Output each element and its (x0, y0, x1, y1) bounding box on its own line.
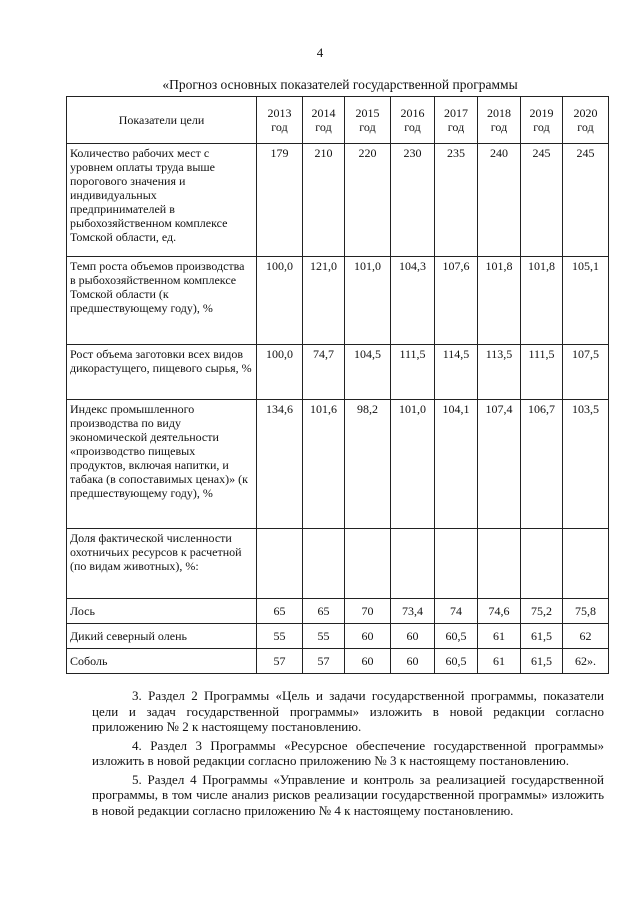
table-cell: 100,0 (257, 257, 303, 345)
row-label: Дикий северный олень (67, 624, 257, 649)
table-cell: 60,5 (435, 649, 478, 674)
table-cell: 101,0 (391, 400, 435, 529)
table-cell: 107,4 (478, 400, 521, 529)
table-cell: 60 (391, 649, 435, 674)
table-cell: 101,8 (521, 257, 563, 345)
table-cell: 70 (345, 599, 391, 624)
table-cell: 61,5 (521, 624, 563, 649)
year-header: 2015 год (345, 97, 391, 144)
table-cell (257, 529, 303, 599)
year-header: 2019 год (521, 97, 563, 144)
table-cell: 101,6 (303, 400, 345, 529)
table-cell: 101,0 (345, 257, 391, 345)
table-cell: 103,5 (563, 400, 609, 529)
table-cell (435, 529, 478, 599)
table-cell: 75,2 (521, 599, 563, 624)
table-header-row (67, 97, 609, 144)
row-label: Индекс промышленного производства по виду экономической деятельности «производство пищевых продуктов, включая напитки, и табака (в сопоставимых ценах)» (к предшествующему году), % (67, 400, 257, 529)
table-cell (303, 529, 345, 599)
table-row (67, 144, 609, 257)
table-row (67, 624, 609, 649)
table-cell: 100,0 (257, 345, 303, 400)
table-cell: 74,6 (478, 599, 521, 624)
paragraph: 3. Раздел 2 Программы «Цель и задачи государственной программы, показатели цели и задач государственной программы» изложить в новой редакции согласно приложению № 2 к настоящему постановлению. (92, 688, 604, 734)
year-header: 2017 год (435, 97, 478, 144)
year-header: 2020 год (563, 97, 609, 144)
table-cell: 134,6 (257, 400, 303, 529)
table-cell: 98,2 (345, 400, 391, 529)
table-cell: 106,7 (521, 400, 563, 529)
row-label: Доля фактической численности охотничьих ресурсов к расчетной (по видам животных), %: (67, 529, 257, 599)
year-header: 2018 год (478, 97, 521, 144)
table-cell: 101,8 (478, 257, 521, 345)
table-cell: 111,5 (391, 345, 435, 400)
table-cell: 179 (257, 144, 303, 257)
table-cell: 73,4 (391, 599, 435, 624)
table-cell: 61 (478, 649, 521, 674)
table-cell: 62». (563, 649, 609, 674)
table-cell: 60,5 (435, 624, 478, 649)
table-row (67, 649, 609, 674)
table-cell: 104,3 (391, 257, 435, 345)
table-cell: 61,5 (521, 649, 563, 674)
table-row (67, 257, 609, 345)
table-cell: 245 (563, 144, 609, 257)
table-cell: 60 (345, 624, 391, 649)
table-cell (345, 529, 391, 599)
table-cell: 230 (391, 144, 435, 257)
table-cell: 245 (521, 144, 563, 257)
table-cell: 61 (478, 624, 521, 649)
table-cell: 57 (303, 649, 345, 674)
table-cell: 111,5 (521, 345, 563, 400)
table-cell: 235 (435, 144, 478, 257)
table-cell: 107,5 (563, 345, 609, 400)
table-cell: 107,6 (435, 257, 478, 345)
table-cell: 74 (435, 599, 478, 624)
table-cell (478, 529, 521, 599)
table-cell (563, 529, 609, 599)
row-label: Рост объема заготовки всех видов дикорастущего, пищевого сырья, % (67, 345, 257, 400)
table-title: «Прогноз основных показателей государственной программы (162, 77, 518, 92)
table-cell: 104,5 (345, 345, 391, 400)
table-cell: 74,7 (303, 345, 345, 400)
year-header: 2014 год (303, 97, 345, 144)
table-cell: 75,8 (563, 599, 609, 624)
table-cell: 121,0 (303, 257, 345, 345)
year-header: 2013 год (257, 97, 303, 144)
page-number: 4 (316, 45, 324, 60)
table-row (67, 345, 609, 400)
table-cell: 65 (303, 599, 345, 624)
table-row (67, 400, 609, 529)
row-label: Соболь (67, 649, 257, 674)
row-label: Темп роста объемов производства в рыбохозяйственном комплексе Томской области (к предшествующему году), % (67, 257, 257, 345)
table-cell (521, 529, 563, 599)
paragraph: 5. Раздел 4 Программы «Управление и контроль за реализацией государственной программы, в том числе анализ рисков реализации государственной программы» изложить в новой редакции согласно приложению № 4 к настоящему постановлению. (92, 771, 604, 818)
header-label: Показатели цели (67, 97, 257, 144)
table-cell: 220 (345, 144, 391, 257)
table-row (67, 529, 609, 599)
table-cell: 62 (563, 624, 609, 649)
table-cell: 55 (303, 624, 345, 649)
table-cell: 114,5 (435, 345, 478, 400)
table-cell: 65 (257, 599, 303, 624)
table-cell: 240 (478, 144, 521, 257)
table-cell (391, 529, 435, 599)
table-cell: 105,1 (563, 257, 609, 345)
year-header: 2016 год (391, 97, 435, 144)
table-cell: 104,1 (435, 400, 478, 529)
table-cell: 60 (391, 624, 435, 649)
table-cell: 113,5 (478, 345, 521, 400)
table-cell: 210 (303, 144, 345, 257)
row-label: Лось (67, 599, 257, 624)
table-row (67, 599, 609, 624)
table-cell: 55 (257, 624, 303, 649)
body-paragraphs (92, 688, 604, 821)
table-cell: 57 (257, 649, 303, 674)
paragraph: 4. Раздел 3 Программы «Ресурсное обеспечение государственной программы» изложить в новой редакции согласно приложению № 3 к настоящему постановлению. (92, 737, 604, 768)
indicators-table (66, 96, 609, 674)
table-cell: 60 (345, 649, 391, 674)
row-label: Количество рабочих мест с уровнем оплаты труда выше порогового значения и индивидуальных предпринимателей в рыбохозяйственном комплексе Томской области, ед. (67, 144, 257, 257)
